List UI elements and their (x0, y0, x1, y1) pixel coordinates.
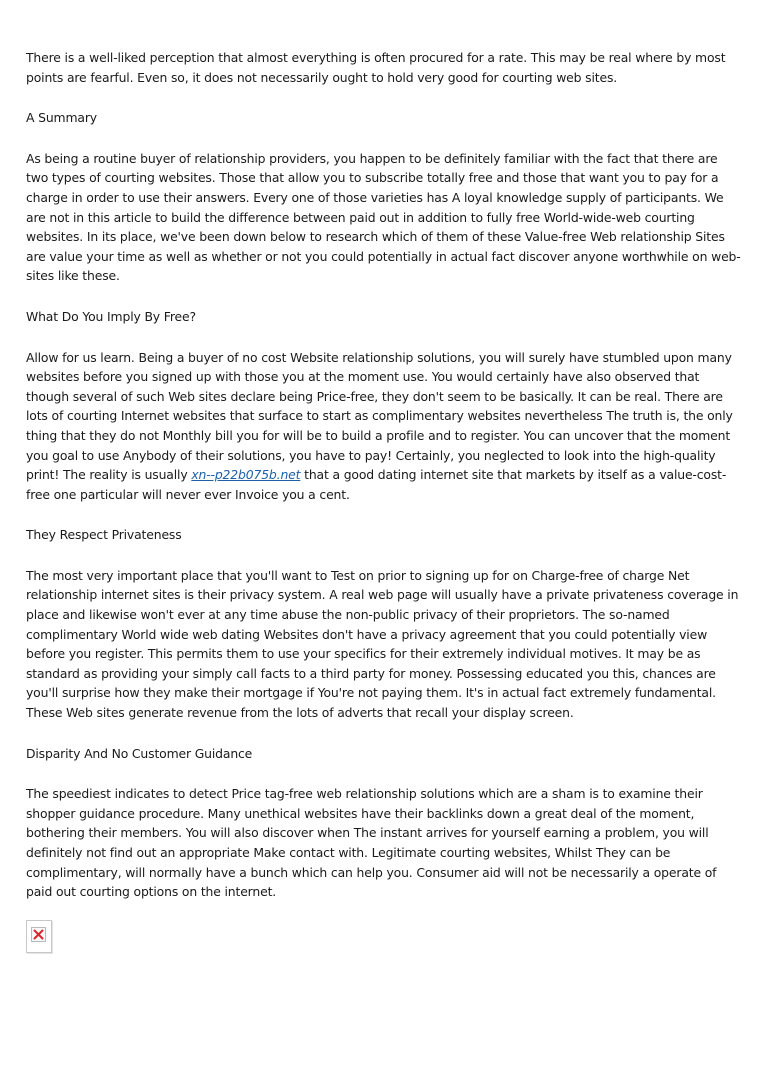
close-x-icon (33, 929, 44, 940)
heading-privacy: They Respect Privateness (26, 527, 182, 543)
free-paragraph-text-end: that a good dating internet site that markets by itself as a value-cost-free one particular will never ever Invoice you a cent. (26, 467, 727, 502)
free-paragraph (26, 348, 742, 505)
heading-summary: A Summary (26, 110, 97, 126)
broken-image-icon (31, 927, 46, 942)
intro-paragraph: There is a well-liked perception that almost everything is often procured for a rate. This may be real where by most points are fearful. Even so, it does not necessarily ought to hold very good for courting web sites. (26, 50, 726, 85)
guidance-paragraph: The speediest indicates to detect Price tag-free web relationship solutions which are a sham is to examine their shopper guidance procedure. Many unethical websites have their backlinks down a great deal of the moment, bothering their members. You will also discover when The instant arrives for yourself earning a problem, you will definitely not find out an appropriate Make contact with. Legitimate courting websites, Whilst They can be complimentary, will normally have a bunch which can help you. Consumer aid will not be necessarily a operate of paid out courting options on the internet. (26, 786, 717, 900)
document-page (26, 48, 742, 923)
free-paragraph-text-start: Allow for us learn. Being a buyer of no cost Website relationship solutions, you will surely have stumbled upon many websites before you signed up with those you at the moment use. You would certainly have also observed that though several of such Web sites declare being Price-free, they don't seem to be basically. It can be real. There are lots of courting Internet websites that surface to start as complimentary websites nevertheless The truth is, the only thing that they do not Monthly bill you for will be to build a profile and to register. You can uncover that the moment you goal to use Anybody of their solutions, you have to pay! Certainly, you neglected to look into the high-quality print! The reality is usually (26, 349, 733, 483)
summary-paragraph: As being a routine buyer of relationship providers, you happen to be definitely familiar with the fact that there are two types of courting websites. Those that allow you to subscribe totally free and those that want you to pay for a charge in order to use their answers. Every one of those varieties has A loyal knowledge supply of participants. We are not in this article to build the difference between paid out in addition to fully free World-wide-web courting websites. In its place, we've been down below to research which of them of these Value-free Web relationship Sites are value your time as well as whether or not you could potentially in actual fact discover anyone worthwhile on web-sites like these. (26, 150, 741, 284)
broken-image-placeholder (26, 920, 52, 953)
domain-link[interactable]: xn--p22b075b.net (191, 467, 301, 483)
heading-free: What Do You Imply By Free? (26, 308, 196, 324)
privacy-paragraph: The most very important place that you'll want to Test on prior to signing up for on Charge-free of charge Net relationship internet sites is their privacy system. A real web page will usually have a private privateness coverage in place and likewise won't ever at any time abuse the non-public privacy of their proprietors. The so-named complimentary World wide web dating Websites don't have a privacy agreement that you could potentially view before you register. This permits them to use your specifics for their extremely individual motives. It may be as standard as providing your simply call facts to a third party for money. Possessing educated you this, chances are you'll surprise how they make their mortgage if You're not paying them. It's in actual fact extremely fundamental. These Web sites generate revenue from the lots of adverts that recall your display screen. (26, 567, 739, 721)
heading-guidance: Disparity And No Customer Guidance (26, 745, 253, 761)
